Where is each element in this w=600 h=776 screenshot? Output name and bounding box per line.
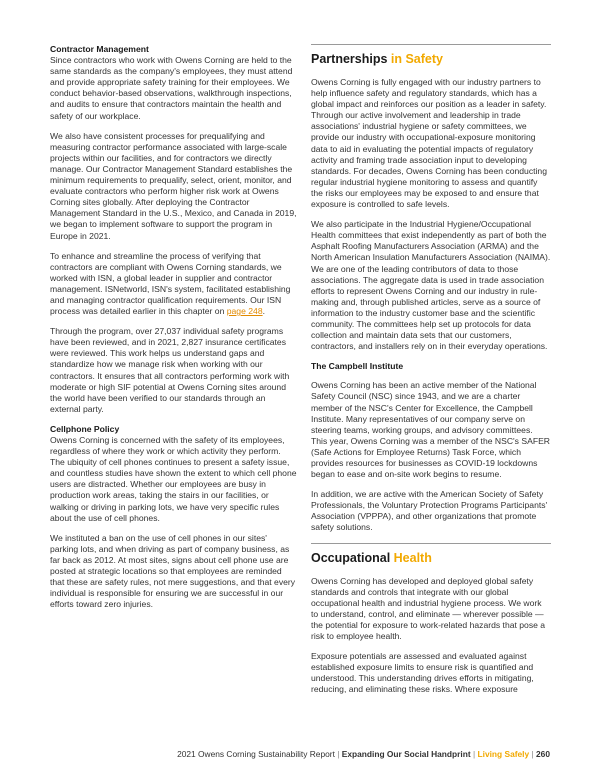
page-248-link[interactable]: page 248 [226,306,263,317]
contractor-paragraph-1: Since contractors who work with Owens Corning are held to the same standards as the company's employees, they must attend and provide appropriate safety training for their employees. We conduct behavior-based observations, walkthrough inspections, and audits to ensure that contractors maintain the health and safety of our workplace. [50,55,293,121]
contractor-management-heading: Contractor Management [50,44,149,54]
occupational-paragraph-1: Owens Corning has developed and deployed global safety standards and controls that integrate with our global occupational health and industrial hygiene process. We work to understand, control, and eliminate — wherever possible — the potential for exposure to work-related hazards that pose a risk to employee health. [311,575,546,642]
partnerships-title-accent: in Safety [390,52,443,66]
partnerships-rule [311,44,551,45]
campbell-paragraph-2: In addition, we are active with the American Society of Safety Professionals, the Voluntary Protection Programs Participants' Association (VPPPA), and other organizations that promote safety solutions. [311,489,548,533]
right-column [311,44,551,705]
page-footer [0,749,550,759]
contractor-paragraph-3-end: . [262,306,265,317]
contractor-paragraph-3-text: To enhance and streamline the process of verifying that contractors are compliant with Owens Corning standards, we worked with ISN, a global leader in supplier and contractor management. ISNetworld, ISN's system, facilitated establishing and managing contractor qualification requirements. Our ISN process was detailed earlier in this chapter on [50,250,291,317]
footer-separator-2: | [472,749,476,759]
footer-report-title: 2021 Owens Corning Sustainability Report [177,749,335,759]
contractor-paragraph-3 [50,251,297,318]
occupational-title-main: Occupational [311,550,394,565]
cellphone-paragraph-1: Owens Corning is concerned with the safety of its employees, regardless of where they work or which activity they perform. The ubiquity of cell phones continues to present a safety issue, and countless studies have shown the extent to which cell phone users are distracted. Whether our employees are busy in production work areas, taking the stairs in our facilities, or walking or driving in parking lots, we have very specific rules about the use of cell phones. [50,435,297,523]
occupational-rule [311,543,551,544]
cellphone-paragraph-2: We instituted a ban on the use of cell phones in our sites' parking lots, and when driving as part of company business, as far back as 2012. At most sites, signs about cell phone use are posted at strategic locations so that employees are reminded that these are safety rules, not mere suggestions, and that every individual is responsible for ensuring we are successful in our efforts toward zero injuries. [50,532,296,610]
contractor-paragraph-2: We also have consistent processes for prequalifying and measuring contractor performance associated with large-scale projects within our facilities, and for contractors we directly manage. Our Contractor Management Standard establishes the minimum requirements to prequalify, select, orient, monitor, and evaluate contractors who perform higher risk work at Owens Corning sites globally. After deploying the Contractor Management Standard in the U.S., Mexico, and Canada in 2019, we began to implement software to support the program in Europe in 2021. [50,130,297,241]
footer-page-number: 260 [536,749,550,759]
occupational-title-accent: Health [393,550,432,565]
partnerships-paragraph-1: Owens Corning is fully engaged with our industry partners to help influence safety and regulatory standards, which has a global impact and reinforces our position as a leader in safety. Through our active involvement and leadership in trade associations' industrial hygiene or safety committees, we provide our industry with occupational-exposure monitoring data to aid in evaluating the potential impacts of regulatory activity and framing trade association input to developing standards. For decades, Owens Corning has been conducting regular industrial hygiene monitoring to assess and quantify the risks our employees may be exposed to and ensure that exposure is controlled to safe levels. [311,77,547,210]
campbell-institute-heading: The Campbell Institute [311,361,404,372]
footer-separator-3: | [531,749,534,759]
campbell-paragraph-1: Owens Corning has been an active member of the National Safety Council (NSC) since 1943, and we are a charter member of the NSC's Center for Excellence, the Campbell Institute. Many representatives of our company serve on steering teams, working groups, and advisory committees. This year, Owens Corning was a member of the NSC's SAFER (Safe Actions for Employee Returns) Task Force, which provides resources for businesses as COVID-19 lockdowns began to ease and on-site work begins to resume. [311,380,551,480]
footer-section: Living Safely [477,749,530,759]
occupational-health-title [311,550,551,566]
cellphone-policy-heading: Cellphone Policy [50,423,120,434]
footer-separator-1: | [337,749,340,759]
contractor-paragraph-4: Through the program, over 27,037 individual safety programs have been reviewed, and in 2021, 2,827 insurance certificates were reviewed. This work helps us understand gaps and standardize how we manage risk when working with our contractors. It ensures that all contractors performing work with moderate or high SIF potential at Owens Corning sites around the world have been verified to our standards through an external party. [50,326,290,414]
partnerships-title [311,51,551,67]
partnerships-title-main: Partnerships [311,52,391,66]
partnerships-paragraph-2: We also participate in the Industrial Hygiene/Occupational Health committees that exist independently as part of both the Asphalt Roofing Manufacturers Association (ARMA) and the North American Insulation Manufacturers Association (NAIMA). We are one of the leading contributors of data to those associations. The aggregate data is used in trade association efforts to represent Owens Corning and our industry in rule-making and, through published articles, serve as a source of information to the industry customer base and the scientific community. The committees help set up protocols for data collection and maintain data sets that our customers, contractors, and installers rely on in their everyday operations. [311,219,551,352]
footer-chapter: Expanding Our Social Handprint [341,749,471,759]
occupational-paragraph-2: Exposure potentials are assessed and evaluated against established exposure limits to ensure risk is quantified and understood. This understanding drives efforts in mitigating, reducing, and eliminating these risks. Where exposure [311,651,534,695]
left-column [50,44,297,619]
